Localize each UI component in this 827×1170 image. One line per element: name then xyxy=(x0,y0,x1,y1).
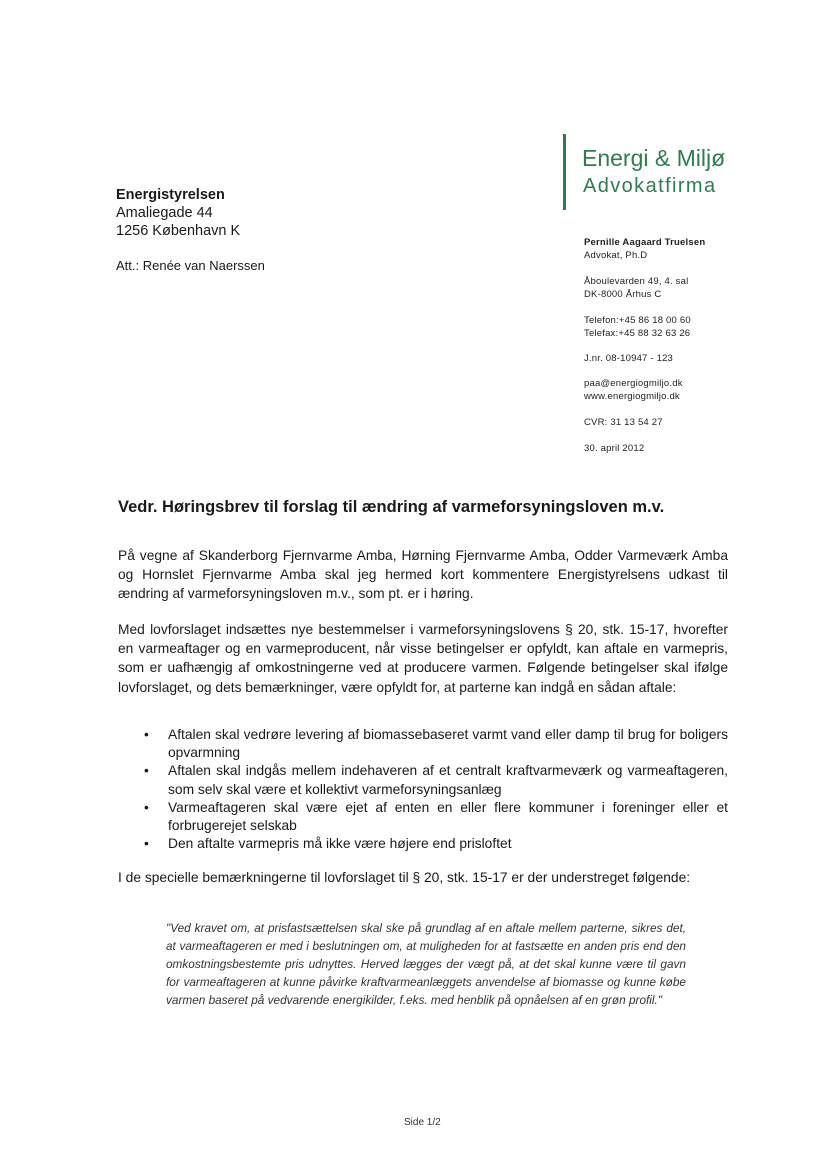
conditions-list xyxy=(144,726,728,853)
recipient-name: Energistyrelsen xyxy=(116,187,225,203)
sender-journal-number: J.nr. 08-10947 - 123 xyxy=(584,353,674,364)
list-item xyxy=(144,799,728,835)
list-item xyxy=(144,835,728,853)
letter-subject: Vedr. Høringsbrev til forslag til ændring af varmeforsyningsloven m.v. xyxy=(118,498,665,516)
bullet-icon: • xyxy=(144,727,149,742)
paragraph-bill-description: Med lovforslaget indsættes nye bestemmelser i varmeforsyningslovens § 20, stk. 15-17, hvorefter en varmeaftager og en varmeproducent, når visse betingelser er opfyldt, kan aftale en varmepris, som er uafhængig af omkostningerne ved at producere varmen. Følgende betingelser skal ifølge lovforslaget, og dets bemærkninger, være opfyldt for, at parterne kan indgå en sådan aftale: xyxy=(118,622,728,695)
quoted-remarks: "Ved kravet om, at prisfastsættelsen skal ske på grundlag af en aftale mellem parterne, sikres det, at varmeaftageren er med i beslutningen om, at muligheden for at fastsætte en anden pris end den omkostningsbestemte pris udnyttes. Herved lægges der vægt på, at det skal kunne være til gavn for varmeaftageren at kunne påvirke kraftvarmeanlæggets anvendelse af biomasse og kunne købe varmen baseret på vedvarende energikilder, f.eks. med henblik på opnåelsen af en grøn profil." xyxy=(166,921,686,1007)
list-item-text: Varmeaftageren skal være ejet af enten en eller flere kommuner i foreninger eller et forbrugerejet selskab xyxy=(168,799,728,834)
recipient-address xyxy=(116,186,240,240)
letter-date: 30. april 2012 xyxy=(584,443,645,454)
sender-fax: Telefax:+45 88 32 63 26 xyxy=(584,328,691,339)
page-number: Side 1/2 xyxy=(404,1117,441,1128)
recipient-attention: Att.: Renée van Naerssen xyxy=(116,258,265,273)
sender-title: Advokat, Ph.D xyxy=(584,250,648,261)
recipient-city: 1256 København K xyxy=(116,223,241,239)
paragraph-remarks: I de specielle bemærkningerne til lovforslaget til § 20, stk. 15-17 er der understreget følgende: xyxy=(118,870,691,885)
sender-address-line2: DK-8000 Århus C xyxy=(584,289,662,300)
list-item-text: Den aftalte varmepris må ikke være højere end prisloftet xyxy=(168,836,512,852)
bullet-icon: • xyxy=(144,799,149,815)
recipient-street: Amaliegade 44 xyxy=(116,205,213,221)
sender-cvr: CVR: 31 13 54 27 xyxy=(584,417,663,428)
list-item xyxy=(144,762,728,798)
paragraph-intro: På vegne af Skanderborg Fjernvarme Amba, Hørning Fjernvarme Amba, Odder Varmeværk Amba og Hornslet Fjernvarme Amba skal jeg hermed kort kommentere Energistyrelsens udkast til ændring af varmeforsyningsloven m.v., som pt. er i høring. xyxy=(118,548,728,602)
list-item-text: Aftalen skal indgås mellem indehaveren af et centralt kraftvarmeværk og varmeaftageren, som selv skal være et kollektivt varmeforsyningsanlæg xyxy=(168,763,728,797)
sender-website: www.energiogmiljo.dk xyxy=(584,391,680,402)
bullet-icon: • xyxy=(144,836,149,852)
sender-phone: Telefon:+45 86 18 00 60 xyxy=(584,315,691,326)
sender-email: paa@energiogmiljo.dk xyxy=(584,378,683,389)
logo-firm-type: Advokatfirma xyxy=(583,175,717,197)
sender-name: Pernille Aagaard Truelsen xyxy=(584,237,706,248)
list-item xyxy=(144,726,728,762)
list-item-text: Aftalen skal vedrøre levering af biomassebaseret varmt vand eller damp til brug for boligers opvarmning xyxy=(168,727,728,761)
logo-bar xyxy=(563,134,566,210)
bullet-icon: • xyxy=(144,763,149,779)
logo-firm-name: Energi & Miljø xyxy=(582,145,726,171)
sender-address-line1: Åboulevarden 49, 4. sal xyxy=(584,276,689,287)
